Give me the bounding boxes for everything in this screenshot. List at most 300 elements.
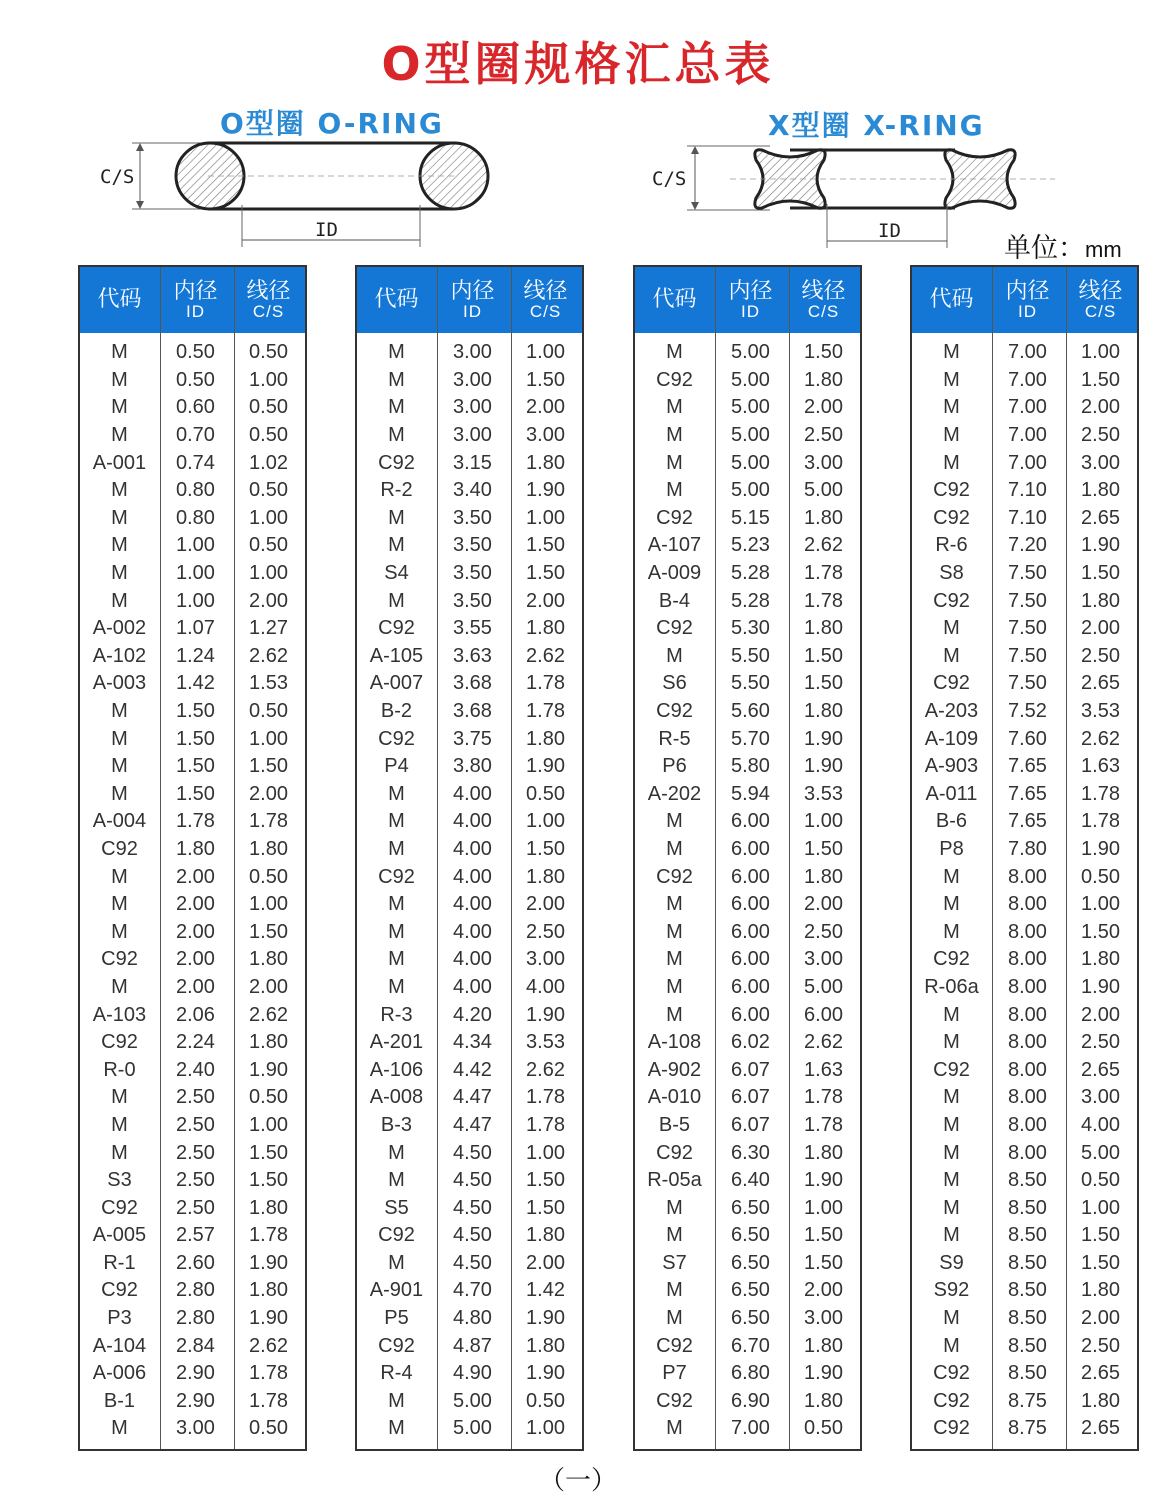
cell-cs: 1.50	[1081, 920, 1120, 943]
cell-id: 7.65	[1008, 810, 1047, 833]
cell-code: B-6	[935, 810, 968, 833]
cell-code: M	[666, 1003, 683, 1026]
table-row	[912, 1332, 1137, 1360]
header-code	[635, 267, 714, 333]
table-row	[912, 1388, 1137, 1416]
cell-cs: 1.90	[804, 727, 843, 750]
table-row	[912, 781, 1137, 809]
cell-code: A-007	[369, 672, 424, 695]
cell-id: 8.50	[1008, 1224, 1047, 1247]
cell-cs: 1.50	[249, 1169, 288, 1192]
cell-cs: 1.50	[804, 837, 843, 860]
cell-cs: 2.62	[249, 1334, 288, 1357]
table-row	[80, 808, 305, 836]
table-row	[912, 643, 1137, 671]
cell-cs: 0.50	[1081, 865, 1120, 888]
cell-code: C92	[378, 1224, 415, 1247]
table-row	[635, 946, 860, 974]
oring-cs-label: C/S	[100, 166, 135, 188]
cell-cs: 2.62	[804, 1031, 843, 1054]
cell-code: C92	[656, 1389, 693, 1412]
cell-id: 6.80	[731, 1362, 770, 1385]
table-row	[357, 1415, 582, 1443]
table-row	[80, 1139, 305, 1167]
cell-code: M	[943, 1334, 960, 1357]
header-cs-cn: 线径	[1078, 278, 1123, 304]
table-row	[912, 1001, 1137, 1029]
cell-cs: 3.00	[1081, 1086, 1120, 1109]
cell-code: M	[388, 396, 405, 419]
cell-cs: 3.00	[1081, 451, 1120, 474]
cell-id: 6.00	[731, 975, 770, 998]
spec-table-1	[78, 265, 307, 1451]
cell-id: 1.07	[176, 617, 215, 640]
cell-id: 6.90	[731, 1389, 770, 1412]
header-id-cn: 内径	[173, 278, 218, 304]
table-row	[357, 615, 582, 643]
table-row	[635, 1277, 860, 1305]
table-row	[635, 1001, 860, 1029]
table-row	[80, 367, 305, 395]
table-row	[357, 394, 582, 422]
cell-id: 7.60	[1008, 727, 1047, 750]
cell-id: 1.50	[176, 727, 215, 750]
cell-code: M	[666, 837, 683, 860]
table-row	[357, 532, 582, 560]
cell-cs: 1.80	[804, 1389, 843, 1412]
cell-code: M	[388, 948, 405, 971]
cell-id: 8.00	[1008, 1003, 1047, 1026]
cell-id: 4.00	[453, 893, 492, 916]
cell-id: 6.50	[731, 1251, 770, 1274]
table-row	[635, 367, 860, 395]
cell-id: 1.80	[176, 837, 215, 860]
cell-code: B-3	[380, 1113, 413, 1136]
cell-code: M	[943, 341, 960, 364]
cell-code: M	[943, 396, 960, 419]
cell-code: C92	[933, 1417, 970, 1440]
cell-id: 3.40	[453, 479, 492, 502]
cell-cs: 1.00	[249, 893, 288, 916]
table-row	[80, 863, 305, 891]
cell-id: 7.50	[1008, 617, 1047, 640]
cell-id: 2.50	[176, 1196, 215, 1219]
cell-code: B-1	[103, 1389, 136, 1412]
spec-table-4	[910, 265, 1139, 1451]
cell-code: M	[943, 451, 960, 474]
cell-id: 8.50	[1008, 1307, 1047, 1330]
cell-cs: 1.90	[526, 1307, 565, 1330]
cell-cs: 2.00	[1081, 396, 1120, 419]
cell-cs: 1.50	[1081, 1224, 1120, 1247]
cell-cs: 2.50	[1081, 1031, 1120, 1054]
cell-cs: 2.00	[249, 782, 288, 805]
cell-cs: 1.80	[804, 506, 843, 529]
table-row	[357, 1250, 582, 1278]
cell-code: C92	[933, 948, 970, 971]
cell-id: 5.00	[731, 424, 770, 447]
cell-id: 6.00	[731, 893, 770, 916]
table-row	[635, 1360, 860, 1388]
page-number: （一）	[538, 1466, 617, 1496]
cell-id: 1.50	[176, 700, 215, 723]
cell-cs: 1.90	[1081, 534, 1120, 557]
cell-id: 5.94	[731, 782, 770, 805]
cell-code: M	[388, 1169, 405, 1192]
cell-id: 7.65	[1008, 782, 1047, 805]
cell-cs: 2.62	[526, 644, 565, 667]
cell-cs: 3.00	[526, 948, 565, 971]
cell-cs: 2.62	[249, 644, 288, 667]
cell-id: 8.50	[1008, 1251, 1047, 1274]
table-row	[80, 643, 305, 671]
cell-code: A-109	[924, 727, 979, 750]
cell-code: R-6	[935, 534, 968, 557]
cell-code: C92	[101, 837, 138, 860]
table-body	[912, 333, 1137, 1449]
cell-cs: 2.50	[804, 920, 843, 943]
cell-code: P8	[939, 837, 964, 860]
cell-id: 5.00	[453, 1389, 492, 1412]
cell-code: M	[666, 1417, 683, 1440]
cell-cs: 1.27	[249, 617, 288, 640]
cell-id: 2.84	[176, 1334, 215, 1357]
cell-code: B-2	[380, 700, 413, 723]
table-row	[80, 1084, 305, 1112]
table-row	[912, 1194, 1137, 1222]
cell-id: 0.80	[176, 506, 215, 529]
spec-table-3	[633, 265, 862, 1451]
cell-id: 4.87	[453, 1334, 492, 1357]
cell-code: A-001	[92, 451, 147, 474]
cell-cs: 0.50	[249, 1086, 288, 1109]
table-row	[357, 918, 582, 946]
cell-code: C92	[378, 1334, 415, 1357]
cell-code: M	[111, 506, 128, 529]
table-row	[80, 1332, 305, 1360]
cell-cs: 2.00	[526, 589, 565, 612]
cell-cs: 1.78	[249, 1224, 288, 1247]
table-row	[80, 1194, 305, 1222]
cell-code: A-002	[92, 617, 147, 640]
cell-id: 2.00	[176, 865, 215, 888]
cell-cs: 4.00	[1081, 1113, 1120, 1136]
cell-id: 6.00	[731, 810, 770, 833]
cell-code: M	[943, 1031, 960, 1054]
cell-code: R-5	[658, 727, 691, 750]
table-row	[80, 560, 305, 588]
table-row	[635, 808, 860, 836]
cell-id: 6.50	[731, 1307, 770, 1330]
table-row	[912, 1084, 1137, 1112]
table-row	[912, 394, 1137, 422]
cell-id: 7.50	[1008, 589, 1047, 612]
header-id-en: ID	[462, 301, 482, 321]
table-row	[912, 808, 1137, 836]
cell-id: 6.40	[731, 1169, 770, 1192]
table-row	[635, 449, 860, 477]
table-row	[635, 643, 860, 671]
cell-code: A-008	[369, 1086, 424, 1109]
table-row	[635, 863, 860, 891]
cell-cs: 3.00	[804, 451, 843, 474]
cell-id: 5.00	[731, 368, 770, 391]
table-row	[357, 781, 582, 809]
table-row	[912, 505, 1137, 533]
cell-cs: 2.50	[1081, 424, 1120, 447]
cell-cs: 1.00	[526, 1417, 565, 1440]
cell-code: C92	[933, 506, 970, 529]
unit-label	[1004, 226, 1122, 265]
table-row	[357, 422, 582, 450]
cell-code: M	[111, 341, 128, 364]
cell-cs: 1.00	[1081, 341, 1120, 364]
cell-id: 6.02	[731, 1031, 770, 1054]
table-row	[357, 1305, 582, 1333]
header-id	[714, 267, 787, 333]
table-row	[635, 560, 860, 588]
table-row	[635, 1305, 860, 1333]
cell-cs: 1.90	[804, 1362, 843, 1385]
table-row	[357, 643, 582, 671]
table-row	[357, 836, 582, 864]
table-row	[357, 670, 582, 698]
header-cs	[232, 267, 305, 333]
table-row	[635, 836, 860, 864]
cell-code: A-902	[647, 1058, 702, 1081]
cell-id: 3.75	[453, 727, 492, 750]
header-cs	[787, 267, 860, 333]
cell-cs: 2.00	[526, 1251, 565, 1274]
table-row	[912, 1415, 1137, 1443]
cell-code: P5	[384, 1307, 409, 1330]
cell-id: 3.55	[453, 617, 492, 640]
cell-id: 2.50	[176, 1169, 215, 1192]
cell-code: P3	[107, 1307, 132, 1330]
cell-cs: 1.80	[804, 865, 843, 888]
cell-id: 8.00	[1008, 893, 1047, 916]
table-row	[80, 918, 305, 946]
cell-id: 3.00	[453, 396, 492, 419]
cell-id: 5.00	[731, 479, 770, 502]
cell-cs: 1.02	[249, 451, 288, 474]
cell-cs: 1.80	[1081, 1389, 1120, 1412]
cell-code: M	[111, 589, 128, 612]
cell-id: 1.00	[176, 534, 215, 557]
table-row	[357, 587, 582, 615]
cell-code: M	[943, 1003, 960, 1026]
header-cs-en: C/S	[1084, 301, 1117, 321]
cell-code: B-5	[658, 1113, 691, 1136]
cell-cs: 5.00	[804, 479, 843, 502]
cell-code: M	[111, 1086, 128, 1109]
header-code-label: 代码	[97, 287, 142, 313]
cell-cs: 1.80	[249, 1196, 288, 1219]
cell-id: 8.00	[1008, 1141, 1047, 1164]
table-row	[80, 974, 305, 1002]
cell-code: M	[943, 920, 960, 943]
cell-cs: 1.78	[1081, 810, 1120, 833]
cell-id: 4.80	[453, 1307, 492, 1330]
cell-cs: 1.80	[1081, 1279, 1120, 1302]
table-row	[912, 1277, 1137, 1305]
cell-cs: 2.00	[249, 975, 288, 998]
cell-id: 5.70	[731, 727, 770, 750]
cell-id: 6.07	[731, 1113, 770, 1136]
cell-code: C92	[933, 1058, 970, 1081]
table-row	[912, 1360, 1137, 1388]
table-row	[912, 1112, 1137, 1140]
cell-id: 4.50	[453, 1141, 492, 1164]
cell-id: 3.00	[453, 424, 492, 447]
table-row	[635, 1222, 860, 1250]
cell-cs: 1.50	[1081, 368, 1120, 391]
header-code-label: 代码	[652, 287, 697, 313]
cell-cs: 2.50	[1081, 644, 1120, 667]
cell-id: 8.50	[1008, 1169, 1047, 1192]
cell-cs: 2.62	[804, 534, 843, 557]
cell-id: 6.07	[731, 1058, 770, 1081]
cell-id: 7.00	[731, 1417, 770, 1440]
cell-code: M	[388, 341, 405, 364]
cell-code: S4	[384, 562, 409, 585]
cell-code: C92	[656, 700, 693, 723]
cell-code: M	[388, 975, 405, 998]
header-id-cn: 内径	[450, 278, 495, 304]
cell-cs: 2.65	[1081, 1058, 1120, 1081]
cell-id: 8.50	[1008, 1334, 1047, 1357]
table-row	[912, 1056, 1137, 1084]
cell-id: 7.10	[1008, 479, 1047, 502]
cell-id: 1.00	[176, 562, 215, 585]
table-header	[635, 267, 860, 333]
xring-cs-label: C/S	[652, 168, 687, 190]
xring-diagram	[640, 138, 1060, 253]
cell-code: A-103	[92, 1003, 147, 1026]
cell-id: 7.10	[1008, 506, 1047, 529]
cell-id: 4.00	[453, 810, 492, 833]
cell-code: B-4	[658, 589, 691, 612]
cell-id: 3.68	[453, 700, 492, 723]
cell-cs: 1.00	[526, 810, 565, 833]
cell-cs: 2.00	[249, 589, 288, 612]
cell-id: 6.70	[731, 1334, 770, 1357]
cell-id: 4.47	[453, 1113, 492, 1136]
table-row	[80, 1167, 305, 1195]
cell-cs: 1.50	[249, 1141, 288, 1164]
table-row	[912, 422, 1137, 450]
cell-cs: 1.63	[804, 1058, 843, 1081]
cell-id: 3.50	[453, 562, 492, 585]
cell-code: M	[388, 1417, 405, 1440]
cell-code: R-05a	[647, 1169, 702, 1192]
table-row	[80, 505, 305, 533]
cell-cs: 0.50	[1081, 1169, 1120, 1192]
table-row	[635, 974, 860, 1002]
cell-cs: 2.65	[1081, 1417, 1120, 1440]
cell-code: R-06a	[924, 975, 979, 998]
cell-code: C92	[378, 727, 415, 750]
header-id-en: ID	[1017, 301, 1037, 321]
table-row	[357, 560, 582, 588]
cell-cs: 1.50	[249, 755, 288, 778]
cell-code: M	[943, 1169, 960, 1192]
cell-code: C92	[378, 451, 415, 474]
cell-id: 7.00	[1008, 424, 1047, 447]
cell-cs: 1.80	[804, 1334, 843, 1357]
cell-id: 3.00	[176, 1417, 215, 1440]
cell-cs: 2.00	[804, 893, 843, 916]
cell-cs: 1.80	[526, 617, 565, 640]
cell-id: 5.00	[731, 451, 770, 474]
cell-id: 4.90	[453, 1362, 492, 1385]
unit-value: mm	[1085, 237, 1122, 262]
cell-id: 6.00	[731, 865, 770, 888]
cell-code: S7	[662, 1251, 687, 1274]
table-row	[912, 1029, 1137, 1057]
cell-code: A-009	[647, 562, 702, 585]
table-row	[635, 753, 860, 781]
header-id	[436, 267, 509, 333]
table-row	[912, 753, 1137, 781]
table-row	[635, 1250, 860, 1278]
header-id-en: ID	[740, 301, 760, 321]
cell-cs: 1.78	[526, 700, 565, 723]
cell-id: 2.90	[176, 1389, 215, 1412]
cell-code: A-108	[647, 1031, 702, 1054]
table-header	[357, 267, 582, 333]
cell-cs: 1.80	[1081, 948, 1120, 971]
cell-cs: 1.90	[526, 1003, 565, 1026]
table-row	[80, 422, 305, 450]
cell-code: S8	[939, 562, 964, 585]
table-row	[80, 1360, 305, 1388]
cell-id: 8.75	[1008, 1389, 1047, 1412]
cell-cs: 1.50	[526, 534, 565, 557]
cell-id: 7.00	[1008, 396, 1047, 419]
cell-code: S9	[939, 1251, 964, 1274]
table-row	[635, 1084, 860, 1112]
cell-cs: 1.80	[526, 865, 565, 888]
header-code-label: 代码	[374, 287, 419, 313]
cell-cs: 0.50	[249, 534, 288, 557]
cell-code: M	[111, 727, 128, 750]
table-row	[80, 1415, 305, 1443]
cell-cs: 0.50	[804, 1417, 843, 1440]
table-row	[912, 1250, 1137, 1278]
cell-cs: 1.90	[249, 1058, 288, 1081]
unit-text: 单位：	[1004, 233, 1085, 264]
cell-cs: 1.00	[1081, 1196, 1120, 1219]
cell-code: C92	[656, 1141, 693, 1164]
cell-id: 3.80	[453, 755, 492, 778]
cell-cs: 2.65	[1081, 672, 1120, 695]
table-row	[357, 1388, 582, 1416]
cell-id: 5.50	[731, 644, 770, 667]
cell-cs: 1.00	[249, 727, 288, 750]
cell-code: M	[388, 506, 405, 529]
cell-code: C92	[101, 1279, 138, 1302]
table-body	[357, 333, 582, 1449]
table-row	[635, 781, 860, 809]
cell-id: 1.50	[176, 755, 215, 778]
cell-code: A-105	[369, 644, 424, 667]
cell-code: A-004	[92, 810, 147, 833]
cell-code: M	[111, 1113, 128, 1136]
cell-id: 7.50	[1008, 672, 1047, 695]
cell-id: 1.50	[176, 782, 215, 805]
cell-cs: 1.78	[804, 1086, 843, 1109]
